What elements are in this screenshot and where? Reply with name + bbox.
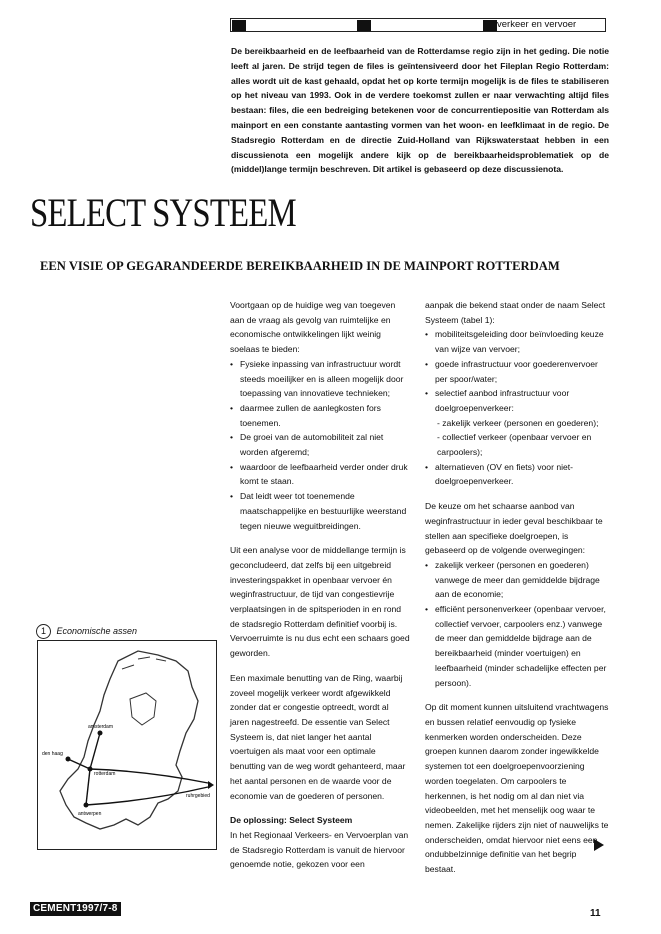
list-item: • efficiënt personenverkeer (openbaar vervoer, collectief vervoer, carpoolers enz.) vanwege de meer dan gemiddelde bijdrage aan de bereikbaarheid (minder voertuigen) en leefbaarheid (minder schadelijke effecten per persoon).: [425, 604, 607, 688]
dot-rotterdam: [88, 767, 93, 772]
col2-bullet-list: [425, 327, 609, 489]
section-label: verkeer en vervoer: [497, 19, 577, 30]
header-block-2: [357, 20, 371, 31]
dot-antwerpen: [84, 803, 89, 808]
column-1: [230, 298, 410, 882]
col1-paragraph-3: Een maximale benutting van de Ring, waarbij zoveel mogelijk verkeer wordt afgewikkeld zonder dat er congestie optreedt, wordt al jaren nagestreefd. De essentie van Select Systeem is, dat niet langer het aantal voertuigen als maat voor een optimale benutting van de weg wordt gehanteerd, maar het aantal personen en de waarde voor de economie van de goederen of personen.: [230, 672, 406, 801]
figure-number: 1: [36, 624, 51, 639]
footer-logo: CEMENT1997/7-8: [30, 902, 121, 916]
netherlands-map: [38, 641, 216, 849]
figure-map: [37, 640, 217, 850]
col1-bullet-list: [230, 357, 410, 533]
list-item: • Fysieke inpassing van infrastructuur wordt steeds moeilijker en is alleen mogelijk door toepassing van innovatieve technieken;: [230, 358, 404, 399]
header-block-3: [483, 20, 497, 31]
col1-paragraph-1: Voortgaan op de huidige weg van toegeven aan de vraag als gevolg van ruimtelijke en economische ontwikkelingen lijkt weinig soelaas te bieden:: [230, 300, 396, 355]
article-title: SELECT SYSTEEM: [30, 190, 296, 235]
list-item: • waardoor de leefbaarheid verder onder druk komt te staan.: [230, 461, 408, 487]
section-heading: De oplossing: Select Systeem: [230, 815, 353, 826]
intro-paragraph: De bereikbaarheid en de leefbaarheid van de Rotterdamse regio zijn in het geding. Die notie leeft al jaren. De strijd tegen de files is geïntensiveerd door het Fileplan Regio Rotterdam: alles wordt uit de kast gehaald, opdat het op korte termijn mogelijk is de files te stabiliseren op het niveau van 1993. Ook in de verdere toekomst zullen er naar verwachting altijd files bestaan: files, die een bedreiging betekenen voor de concurrentiepositie van Rotterdam als mainport en een constante aantasting vormen van het woon- en leefklimaat in de regio. De Stadsregio Rotterdam en de directie Zuid-Holland van Rijkswaterstaat hebben in een discussienota een mogelijk andere kijk op de bereikbaarheidsproblematiek op de (middel)lange termijn beschreven. Dit artikel is gebaseerd op deze discussienota.: [231, 46, 609, 175]
col2-paragraph-2: De keuze om het schaarse aanbod van weginfrastructuur in ieder geval beschikbaar te stellen aan specifieke doelgroepen, is gebaseerd op de volgende overwegingen:: [425, 501, 603, 556]
list-item: • selectief aanbod infrastructuur voor doelgroepenverkeer:: [425, 388, 570, 413]
page-number: 11: [590, 908, 601, 919]
header-block-1: [232, 20, 246, 31]
list-item: • De groei van de automobiliteit zal niet worden afgeremd;: [230, 432, 384, 458]
article-subtitle: EEN VISIE OP GEGARANDEERDE BEREIKBAARHEID IN DE MAINPORT ROTTERDAM: [40, 259, 560, 273]
figure-caption: [36, 624, 137, 639]
list-item: • alternatieven (OV en fiets) voor niet-doelgroepenverkeer.: [425, 461, 574, 487]
list-item: • zakelijk verkeer (personen en goederen) vanwege de meer dan gemiddelde bijdrage aan de economie;: [425, 559, 600, 600]
label-den-haag: den haag: [42, 751, 63, 757]
list-item: - zakelijk verkeer (personen en goederen);: [437, 417, 599, 428]
axis-amsterdam-rotterdam: [90, 733, 100, 769]
label-antwerpen: antwerpen: [78, 811, 102, 817]
list-item: - collectief verkeer (openbaar vervoer en carpoolers);: [437, 432, 592, 458]
dot-den-haag: [66, 757, 71, 762]
figure-caption-text: Economische assen: [56, 626, 138, 636]
country-outline: [60, 651, 198, 829]
col1-paragraph-2: Uit een analyse voor de middellange termijn is geconcludeerd, dat zelfs bij een uitgebreid investeringspakket in openbaar vervoer én weginfrastructuur, de tijd van congestievrije verplaatsingen in de spitsperioden in en rond de stadsregio Rotterdam definitief voorbij is. Vervoerruimte is nu dus echt een schaars goed geworden.: [230, 545, 410, 659]
label-amsterdam: amsterdam: [88, 724, 114, 730]
column-2: [425, 298, 609, 887]
list-item: • goede infrastructuur voor goederenvervoer per spoor/water;: [425, 358, 598, 384]
continue-arrow-icon: [594, 839, 604, 851]
list-item: • mobiliteitsgeleiding door beïnvloeding keuze van wijze van vervoer;: [425, 329, 604, 355]
coast-islands: [122, 657, 166, 669]
col1-paragraph-4: In het Regionaal Verkeers- en Vervoerplan van de Stadsregio Rotterdam is vanuit de hiervoor genoemde notie, gekozen voor een: [230, 829, 409, 870]
arrowhead-ruhr: [208, 781, 214, 789]
list-item: • daarmee zullen de aanlegkosten fors toenemen.: [230, 402, 381, 428]
label-ruhrgebied: ruhrgebied: [186, 793, 210, 799]
dot-amsterdam: [98, 731, 103, 736]
col2-paragraph-3: Op dit moment kunnen uitsluitend vrachtwagens en bussen relatief eenvoudig op fysieke kenmerken worden onderscheiden. Deze groepen kunnen daarom zonder ingewikkelde systemen tot een doelgroepenvoorziening worden toegelaten. Om carpoolers te herkennen, is het nodig om al dan niet via videobeelden, met het menselijk oog waar te nemen. Zakelijke rijders zijn niet of nauwelijks te onderscheiden, omdat hiervoor niet eens een ondubbelzinnige definitie van het begrip bestaat.: [425, 702, 609, 875]
col2-paragraph-1: aanpak die bekend staat onder de naam Select Systeem (tabel 1):: [425, 300, 606, 325]
list-item: • Dat leidt weer tot toenemende maatschappelijke en bestuurlijke weerstand tegen nieuwe weguitbreidingen.: [230, 491, 407, 531]
ijsselmeer: [130, 693, 156, 725]
col2-bullet-list-2: [425, 558, 609, 690]
axis-rotterdam-antwerpen: [86, 769, 90, 805]
label-rotterdam: rotterdam: [94, 771, 116, 777]
